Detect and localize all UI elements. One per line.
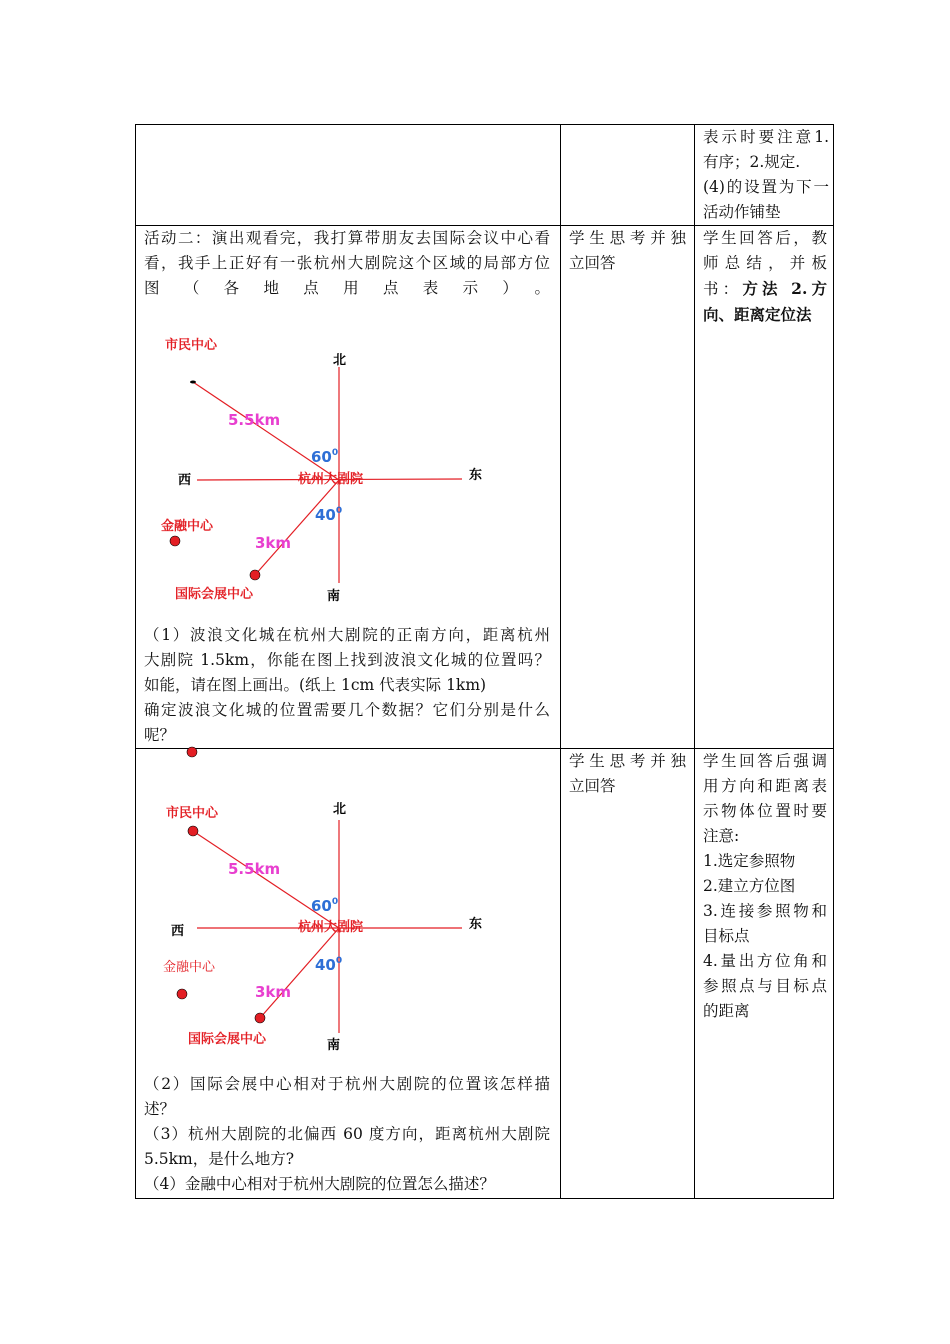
column-divider [560,125,561,1199]
south-label: 南 [327,1038,341,1053]
row1-note: 表示时要注意1. 有序；2.规定. (4)的设置为下一 活动作铺垫 [703,128,829,221]
center-label: 杭州大剧院 [298,472,364,487]
row3-note: 学生回答后强调 用方向和距离表 示物体位置时要 注意: 1.选定参照物 2.建立方位图 3.连接参照物和 目标点 4.量出方位角和 参照点与目标点 的距离 [703,752,827,1020]
row2-student-activity: 学生思考并独 立回答 [569,229,686,272]
civic-center-label: 市民中心 [165,338,218,353]
civic-center-point [188,826,198,836]
expo-angle-label: $40^0$ [315,506,343,524]
civic-center-point [190,381,196,384]
expo-center-point [250,570,260,580]
finance-center-point [170,536,180,546]
civic-center-label: 市民中心 [166,806,219,821]
south-label: 南 [327,589,341,604]
direction-diagram-2 [150,745,490,1060]
finance-center-point [177,989,187,999]
expo-center-label: 国际会展中心 [188,1032,267,1047]
center-label: 杭州大剧院 [298,920,364,935]
row3-student-activity: 学生思考并独 立回答 [569,752,686,795]
civic-distance-label: 5.5km [228,411,281,429]
finance-center-label: 金融中心 [163,960,216,975]
west-label: 西 [178,473,192,488]
east-label: 东 [469,468,483,483]
expo-distance-label: 3km [255,983,292,1001]
civic-distance-label: 5.5km [228,860,281,878]
expo-center-line [255,480,339,575]
expo-distance-label: 3km [255,534,292,552]
row2-note: 学生回答后，教 师总结，并板 书：方法 2.方 向、距离定位法 [703,229,827,324]
column-divider [694,125,695,1199]
east-label: 东 [469,917,483,932]
north-label: 北 [333,353,347,368]
west-label: 西 [171,924,185,939]
expo-center-point [255,1013,265,1023]
activity2-intro: 活动二：演出观看完，我打算带朋友去国际会议中心看 看，我手上正好有一张杭州大剧院这个区域的局部方位 图（各地点用点表示）。 [144,229,550,297]
expo-angle-label: $40^0$ [315,956,343,974]
expo-center-label: 国际会展中心 [175,587,254,602]
extra-point [187,747,197,757]
north-label: 北 [333,802,347,817]
activity2-questions: （1）波浪文化城在杭州大剧院的正南方向，距离杭州 大剧院 1.5km，你能在图上找到波浪文化城的位置吗？ 如能，请在图上画出。(纸上 1cm 代表实际 1km) 确定波浪文化城的位置需要几个数据？它们分别是什么 呢？ [144,626,550,744]
direction-diagram-1 [150,330,490,610]
civic-angle-label: $60^0$ [311,897,339,915]
finance-center-label: 金融中心 [161,519,214,534]
civic-angle-label: $60^0$ [311,448,339,466]
activity2-followup-questions: （2）国际会展中心相对于杭州大剧院的位置该怎样描 述？ （3）杭州大剧院的北偏西 60 度方向，距离杭州大剧院 5.5km，是什么地方? （4）金融中心相对于杭州大剧院的位置怎么描述？ [144,1075,550,1193]
